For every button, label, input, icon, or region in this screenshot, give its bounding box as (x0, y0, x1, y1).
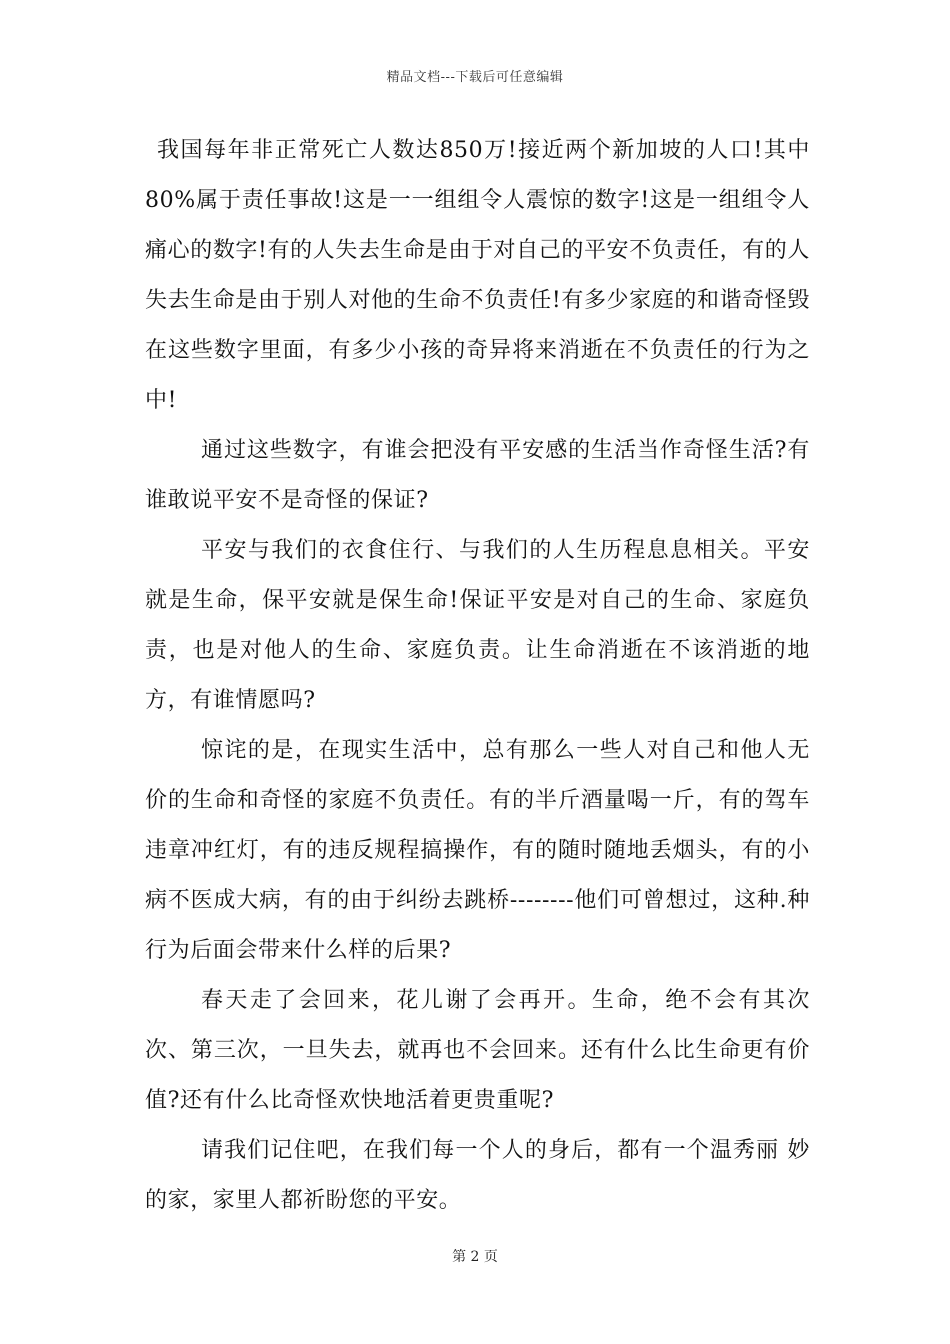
paragraph-2: 通过这些数字，有谁会把没有平安感的生活当作奇怪生活?有谁敢说平安不是奇怪的保证? (145, 438, 810, 513)
paragraph-6: 请我们记住吧，在我们每一个人的身后，都有一个温秀丽 妙的家，家里人都祈盼您的平安。 (145, 1138, 810, 1213)
paragraph-5: 春天走了会回来，花儿谢了会再开。生命，绝不会有其次次、第三次，一旦失去，就再也不会回来。还有什么比生命更有价值?还有什么比奇怪欢快地活着更贵重呢? (145, 988, 810, 1113)
page-header: 精品文档---下载后可任意编辑 (386, 70, 564, 85)
paragraph-3: 平安与我们的衣食住行、与我们的人生历程息息相关。平安就是生命，保平安就是保生命!保证平安是对自己的生命、家庭负责，也是对他人的生命、家庭负责。让生命消逝在不该消逝的地方，有谁情愿吗? (145, 538, 810, 713)
paragraph-1: 我国每年非正常死亡人数达850万!接近两个新加坡的人口!其中80%属于责任事故!这是一一组组令人震惊的数字!这是一组组令人痛心的数字!有的人失去生命是由于对自己的平安不负责任，有的人失去生命是由于别人对他的生命不负责任!有多少家庭的和谐奇怪毁在这些数字里面，有多少小孩的奇异将来消逝在不负责任的行为之中! (145, 138, 810, 413)
page-number: 第 2 页 (452, 1249, 498, 1265)
paragraph-4: 惊诧的是，在现实生活中，总有那么一些人对自己和他人无价的生命和奇怪的家庭不负责任。有的半斤酒量喝一斤，有的驾车违章冲红灯，有的违反规程搞操作，有的随时随地丢烟头，有的小病不医成大病，有的由于纠纷去跳桥--------他们可曾想过，这种.种行为后面会带来什么样的后果? (145, 738, 810, 963)
